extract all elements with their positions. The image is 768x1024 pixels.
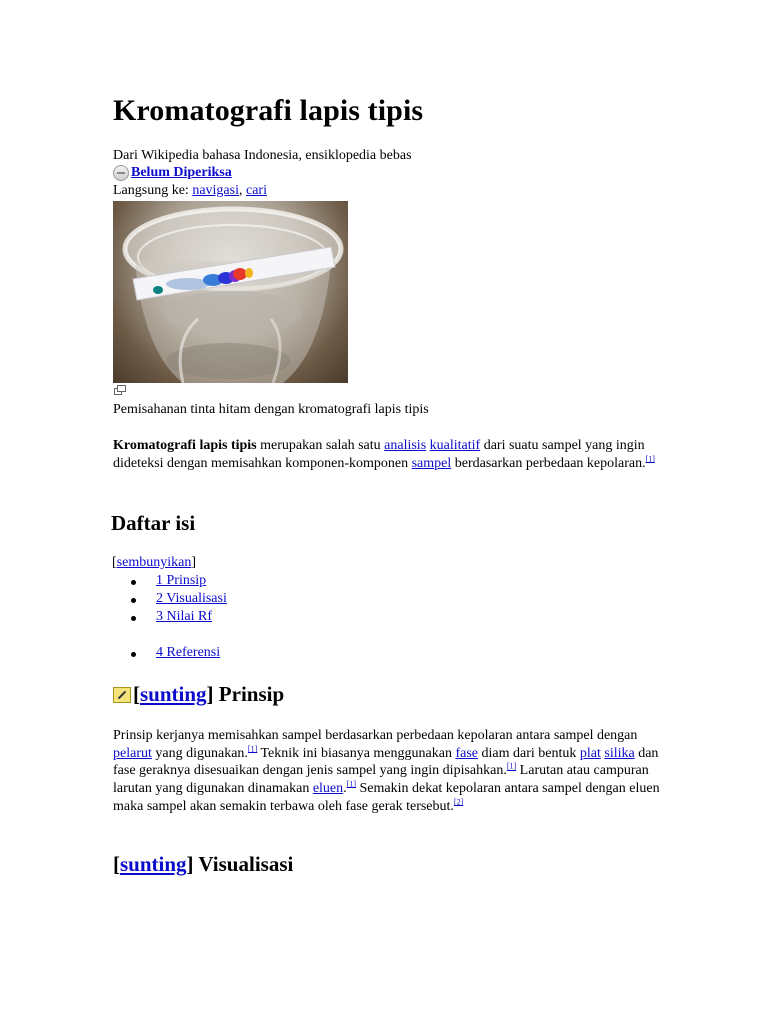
review-status bbox=[113, 165, 232, 181]
link-eluen[interactable]: eluen bbox=[312, 781, 344, 797]
toc-link-visualisasi[interactable]: 2 Visualisasi bbox=[156, 591, 227, 606]
body-text: Prinsip kerjanya memisahkan sampel berdasarkan perbedaan kepolaran antara sampel dengan bbox=[113, 728, 638, 743]
link-sampel[interactable]: sampel bbox=[411, 455, 452, 471]
body-text: . bbox=[343, 781, 347, 797]
bullet-icon bbox=[131, 652, 136, 657]
reference-link[interactable]: [1] bbox=[247, 744, 258, 754]
intro-term: Kromatografi lapis tipis bbox=[113, 438, 257, 453]
toc-title: Daftar isi bbox=[111, 511, 196, 535]
link-plat[interactable]: plat bbox=[579, 745, 601, 761]
page-title: Kromatografi lapis tipis bbox=[113, 94, 424, 127]
body-text: yang digunakan. bbox=[151, 745, 248, 761]
bracket: [ bbox=[113, 852, 120, 876]
reference-link[interactable]: [1] bbox=[346, 779, 356, 789]
bracket: ] bbox=[206, 682, 214, 706]
intro-text: berdasarkan perbedaan kepolaran. bbox=[451, 455, 646, 471]
edit-section-link[interactable]: sunting bbox=[140, 682, 207, 706]
body-text: Semakin dekat kepolaran antara sampel dengan eluen maka sampel akan semakin terbawa oleh fase gerak tersebut. bbox=[113, 781, 660, 814]
bullet-icon bbox=[131, 598, 136, 603]
section-heading-prinsip bbox=[113, 682, 284, 707]
section-title: Visualisasi bbox=[193, 852, 294, 876]
figure-caption: Pemisahanan tinta hitam dengan kromatografi lapis tipis bbox=[113, 402, 429, 417]
reference-link[interactable]: [1] bbox=[506, 761, 517, 771]
toc-link-prinsip[interactable]: 1 Prinsip bbox=[156, 573, 207, 588]
body-text: Larutan atau campuran larutan yang digunakan dinamakan bbox=[113, 763, 649, 797]
body-text: Teknik ini biasanya menggunakan bbox=[257, 745, 456, 761]
bracket: ] bbox=[191, 555, 196, 570]
link-kualitatif[interactable]: kualitatif bbox=[429, 438, 481, 453]
link-analisis[interactable]: analisis bbox=[384, 438, 427, 453]
reference-link[interactable]: [1] bbox=[645, 454, 655, 464]
jump-navigation-link[interactable]: navigasi bbox=[192, 183, 239, 198]
review-status-link[interactable]: Belum Diperiksa bbox=[131, 165, 232, 180]
toc-link-referensi[interactable]: 4 Referensi bbox=[156, 645, 221, 660]
body-text: diam dari bentuk bbox=[478, 745, 580, 761]
edit-pencil-icon[interactable] bbox=[113, 687, 131, 703]
jump-separator: , bbox=[238, 183, 246, 198]
unreviewed-flag-icon bbox=[113, 165, 129, 181]
jump-links bbox=[113, 183, 267, 199]
body-text: dan fase geraknya disesuaikan dengan jenis sampel yang ingin dipisahkan. bbox=[113, 745, 659, 779]
intro-text: dari suatu sampel yang ingin dideteksi dengan memisahkan komponen-komponen bbox=[113, 438, 645, 471]
site-tagline: Dari Wikipedia bahasa Indonesia, ensiklopedia bebas bbox=[113, 148, 412, 163]
toc-hide-link[interactable]: sembunyikan bbox=[116, 555, 192, 570]
link-silika[interactable]: silika bbox=[604, 745, 635, 761]
intro-paragraph bbox=[113, 437, 673, 472]
link-fase[interactable]: fase bbox=[455, 745, 478, 761]
prinsip-paragraph bbox=[113, 727, 673, 816]
jump-search-link[interactable]: cari bbox=[245, 183, 267, 198]
magnify-icon[interactable] bbox=[114, 385, 126, 395]
section-heading-visualisasi bbox=[113, 852, 293, 877]
bullet-icon bbox=[131, 580, 136, 585]
bracket: [ bbox=[112, 555, 117, 570]
jump-prefix: Langsung ke: bbox=[113, 183, 193, 198]
section-title: Prinsip bbox=[213, 682, 285, 706]
link-pelarut[interactable]: pelarut bbox=[113, 745, 152, 761]
toc-link-nilai-rf[interactable]: 3 Nilai Rf bbox=[156, 609, 212, 624]
intro-text: merupakan salah satu bbox=[256, 438, 385, 453]
bracket: [ bbox=[133, 682, 140, 706]
bracket: ] bbox=[186, 852, 194, 876]
bullet-icon bbox=[131, 616, 136, 621]
edit-section-link[interactable]: sunting bbox=[120, 852, 187, 876]
toc-toggle bbox=[112, 555, 196, 571]
chromatography-photo[interactable] bbox=[113, 201, 348, 383]
reference-link[interactable]: [2] bbox=[453, 797, 464, 807]
